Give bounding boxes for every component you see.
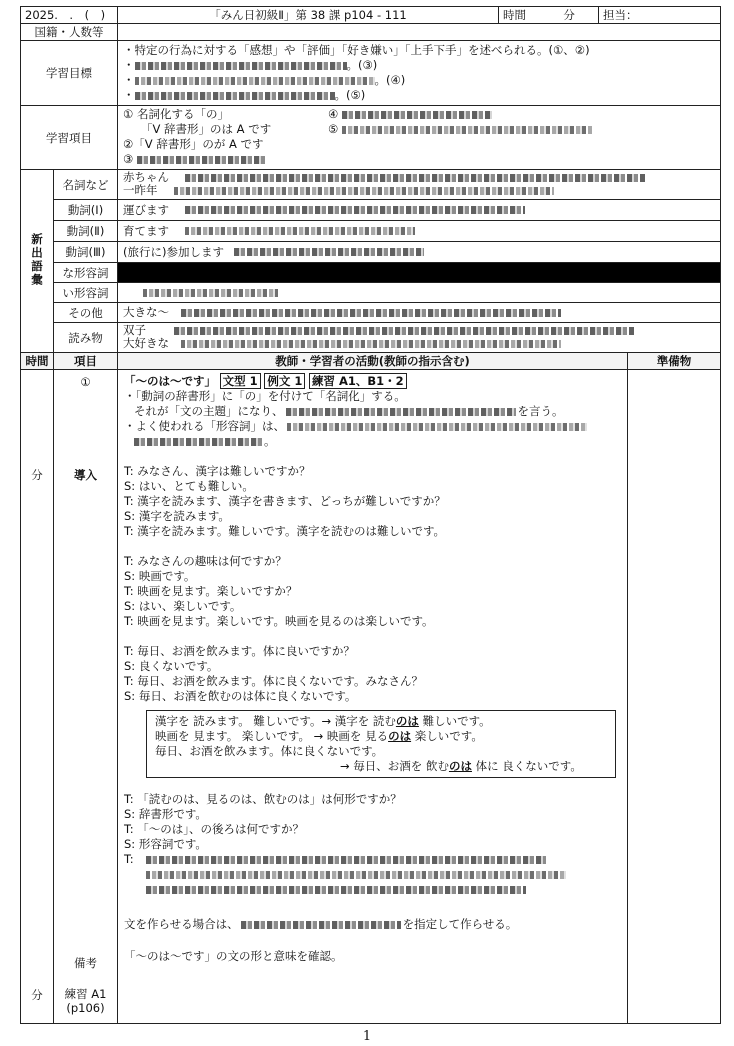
goals-content: [118, 41, 721, 106]
summary-row-3: 毎日、お酒を飲みます。体に良くないです。: [155, 744, 384, 758]
dialogue-line-redacted: [124, 852, 621, 867]
redacted-text: [286, 408, 516, 416]
goal-line-3-end: 。(④): [374, 73, 406, 87]
noun-1: 赤ちゃん: [123, 170, 169, 184]
note-text-end: を指定して作らせる。: [402, 917, 518, 931]
goal-line-2-end: 。(③): [346, 58, 378, 72]
explanation-3-text: ・よく使われる「形容詞」は、: [124, 419, 285, 433]
dialogue-line: T: 映画を見ます。楽しいです。映画を見るのは楽しいです。: [124, 614, 434, 628]
redacted-text: [287, 423, 587, 431]
redacted-text: [234, 248, 424, 256]
item-note: 備考: [74, 956, 97, 970]
verb2-word: 育てます: [123, 223, 169, 238]
redacted-text: [146, 871, 566, 879]
vocab-group-label: 新出語彙: [30, 232, 44, 287]
item-5-num: ⑤: [328, 122, 339, 136]
time-practice: 分: [31, 988, 43, 1002]
noun-row-2: [123, 184, 715, 197]
summary-highlight: のは: [448, 759, 472, 773]
redacted-text: [135, 92, 335, 100]
goals-label: 学習目標: [21, 41, 118, 106]
goal-line-4-end: 。(⑤): [334, 88, 366, 102]
summary-text: 楽しいです。: [411, 729, 483, 743]
redacted-text: [185, 227, 415, 235]
noun-2: 一昨年: [123, 183, 158, 197]
tag-example: 例文 1: [264, 373, 305, 389]
other-cell: [118, 303, 721, 323]
explanation-2: [124, 404, 621, 419]
tag-pattern: 文型 1: [220, 373, 261, 389]
item-number: ①: [80, 375, 91, 389]
goal-line-1: ・特定の行為に対する「感想」や「評価」「好き嫌い」「上手下手」を述べられる。(①、②): [123, 43, 590, 57]
dialogue-line: S: 辞書形です。: [124, 807, 207, 821]
item-2: ②「V 辞書形」のが A です: [123, 137, 264, 151]
explanation-1: ・「動詞の辞書形」に「の」を付けて「名詞化」する。: [124, 389, 406, 403]
dialogue-line: S: 漢字を読みます。: [124, 509, 230, 523]
summary-highlight: のは: [395, 714, 419, 728]
redacted-text: [181, 340, 561, 348]
pattern-line: [124, 374, 621, 389]
i-adjective-label: い形容詞: [54, 283, 118, 303]
redacted-text: [241, 921, 401, 929]
dialogue-4: [124, 792, 621, 897]
redacted-text: [342, 126, 592, 134]
minutes-label: 分: [563, 8, 575, 22]
dialogue-line: T: 「読むのは、見るのは、飲むのは」は何形ですか？: [124, 792, 402, 806]
time-column: [21, 370, 54, 1024]
note-text: 文を作らせる場合は、: [124, 917, 239, 931]
verb2-cell: [118, 221, 721, 242]
noun-row-1: [123, 171, 715, 184]
explanation-3: [124, 419, 621, 434]
dialogue-line-redacted: [124, 867, 621, 882]
page-number: 1: [362, 1029, 372, 1044]
verb3-cell: [118, 242, 721, 263]
pattern-title: 「～のは～です」: [124, 374, 216, 388]
redacted-text: [181, 309, 561, 317]
nationality-value: [118, 24, 721, 41]
reading-2: 大好きな: [123, 336, 169, 350]
reading-cell: [118, 323, 721, 353]
noun-label: 名詞など: [54, 170, 118, 200]
note-line: [124, 917, 621, 932]
redacted-text: [185, 206, 525, 214]
header-table: [20, 6, 721, 41]
summary-row-4: [155, 759, 607, 774]
dialogue-line: T: 「～のは」、の後ろは何ですか？: [124, 822, 305, 836]
redacted-text: [185, 174, 645, 182]
time-intro: 分: [31, 468, 43, 482]
summary-box: [146, 710, 616, 778]
col-prep: 準備物: [628, 353, 721, 370]
redacted-text: [137, 156, 267, 164]
dialogue-line: S: はい、楽しいです。: [124, 599, 242, 613]
item-4: [328, 107, 492, 122]
practice-label: 練習 A1: [64, 987, 107, 1001]
col-time: 時間: [21, 353, 54, 370]
item-1b: 「V 辞書形」のは A です: [141, 122, 272, 136]
redacted-text: [135, 77, 375, 85]
item-3: [123, 152, 715, 167]
summary-text: 映画を 見ます。 楽しいです。 → 映画を 見る: [155, 729, 389, 743]
col-activity: 教師・学習者の活動(教師の指示含む): [118, 353, 628, 370]
redacted-text: [143, 289, 278, 297]
item-intro: 導入: [74, 468, 97, 482]
vocab-group-cell: [21, 170, 54, 353]
reading-label: 読み物: [54, 323, 118, 353]
noun-cell: [118, 170, 721, 200]
time-label: 時間: [503, 8, 526, 22]
i-adjective-cell: [118, 283, 721, 303]
summary-text: → 毎日、お酒を 飲む: [340, 759, 449, 773]
lesson-title: 「みん日初級Ⅱ」第 38 課 p104 - 111: [118, 7, 499, 24]
summary-text: 体に 良くないです。: [471, 759, 582, 773]
item-5: [328, 122, 592, 137]
lesson-plan-sheet: [20, 6, 720, 1024]
explanation-2-text: それが「文の主題」になり、: [134, 404, 284, 418]
dialogue-line: S: はい、とても難しい。: [124, 479, 254, 493]
practice-note: 「～のは～です」の文の形と意味を確認。: [124, 949, 343, 963]
teacher-cell: 担当：: [599, 7, 721, 24]
redacted-text: [134, 438, 264, 446]
dialogue-line: S: 映画です。: [124, 569, 196, 583]
dialogue-3: [124, 644, 621, 704]
goal-line-2: ・ 。(③): [123, 58, 378, 72]
dialogue-line: T: みなさん、漢字は難しいですか？: [124, 464, 311, 478]
summary-highlight: のは: [388, 729, 412, 743]
explanation-3-end: 。: [264, 434, 276, 448]
dialogue-line-redacted: [124, 882, 621, 897]
redacted-text: [146, 856, 546, 864]
tag-practice: 練習 A1、B1・2: [309, 373, 407, 389]
summary-text: 難しいです。: [418, 714, 491, 728]
explanation-2-end: を言う。: [517, 404, 564, 418]
verb1-cell: [118, 200, 721, 221]
other-word: 大きな～: [123, 305, 169, 319]
prep-column: [628, 370, 721, 1024]
other-label: その他: [54, 303, 118, 323]
goal-line-4: ・ 。(⑤): [123, 88, 366, 102]
redacted-text: [146, 886, 526, 894]
dialogue-2: [124, 554, 621, 629]
dialogue-line: S: 良くないです。: [124, 659, 219, 673]
reading-1: 双子: [123, 323, 146, 337]
time-cell: [499, 7, 599, 24]
redacted-text: [342, 111, 492, 119]
redacted-text: [135, 62, 347, 70]
summary-row-1: [155, 714, 607, 729]
activity-column: [118, 370, 628, 1024]
na-adjective-label: な形容詞: [54, 263, 118, 283]
verb2-label: 動詞(Ⅱ): [54, 221, 118, 242]
dialogue-line: T: 漢字を読みます。難しいです。漢字を読むのは難しいです。: [124, 524, 446, 538]
items-label: 学習項目: [21, 106, 118, 170]
dialogue-1: [124, 464, 621, 539]
explanation-3b: [124, 434, 621, 449]
col-item: 項目: [54, 353, 118, 370]
verb1-label: 動詞(Ⅰ): [54, 200, 118, 221]
summary-text: 漢字を 読みます。 難しいです。→ 漢字を 読む: [155, 714, 396, 728]
items-row-2: [123, 122, 715, 137]
na-adjective-cell: [118, 263, 721, 283]
summary-row-2: [155, 729, 607, 744]
redacted-text: [174, 187, 554, 195]
items-content: [118, 106, 721, 170]
dialogue-speaker: T:: [124, 852, 134, 866]
dialogue-line: T: 毎日、お酒を飲みます。体に良いですか？: [124, 644, 355, 658]
date-cell: 2025. . ( ): [21, 7, 118, 24]
dialogue-line: T: 漢字を読みます、漢字を書きます、どっちが難しいですか？: [124, 494, 446, 508]
verb1-word: 運びます: [123, 202, 169, 217]
dialogue-line: T: 映画を見ます。楽しいですか？: [124, 584, 298, 598]
redacted-text: [174, 327, 634, 335]
item-1: ① 名詞化する「の」: [123, 107, 229, 121]
item-column: [54, 370, 118, 1024]
dialogue-line: S: 毎日、お酒を飲むのは体に良くないです。: [124, 689, 357, 703]
items-row-1: [123, 107, 715, 122]
practice-page: (p106): [66, 1001, 105, 1015]
activity-table: [20, 352, 721, 1024]
item-practice: [54, 987, 117, 1015]
dialogue-line: T: みなさんの趣味は何ですか？: [124, 554, 287, 568]
goal-line-3: ・ 。(④): [123, 73, 406, 87]
nationality-label: 国籍・人数等: [21, 24, 118, 41]
verb3-word: (旅行に)参加します: [123, 244, 224, 259]
dialogue-line: S: 形容詞です。: [124, 837, 207, 851]
item-3-num: ③: [123, 152, 134, 166]
item-4-num: ④: [328, 107, 339, 121]
dialogue-line: T: 毎日、お酒を飲みます。体に良くないです。みなさん？: [124, 674, 423, 688]
reading-row-2: [123, 337, 715, 350]
reading-row-1: [123, 324, 715, 337]
plan-table: [20, 40, 721, 353]
verb3-label: 動詞(Ⅲ): [54, 242, 118, 263]
